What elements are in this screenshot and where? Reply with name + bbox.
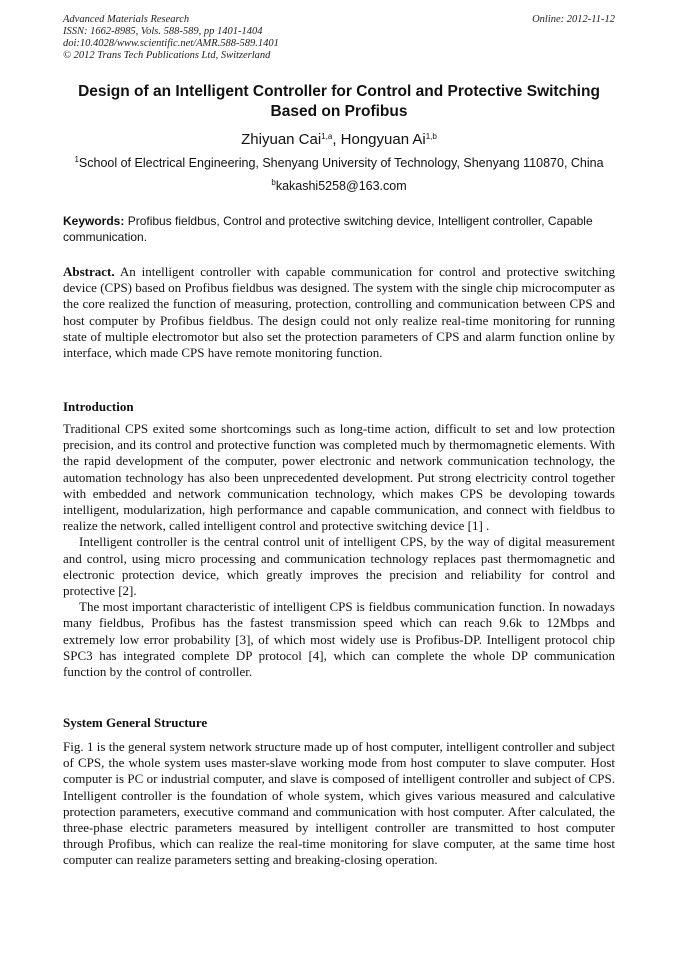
issn-line: ISSN: 1662-8985, Vols. 588-589, pp 1401-1404 bbox=[63, 26, 263, 37]
keywords-text: Profibus fieldbus, Control and protective switching device, Intelligent controller, Capable communication. bbox=[63, 214, 593, 244]
journal-name: Advanced Materials Research bbox=[63, 14, 190, 25]
email-address[interactable]: kakashi5258@163.com bbox=[275, 179, 407, 193]
author-1: Zhiyuan Cai bbox=[241, 131, 322, 148]
copyright-line: © 2012 Trans Tech Publications Ltd, Switzerland bbox=[63, 50, 271, 61]
affiliation-text: School of Electrical Engineering, Shenyang University of Technology, Shenyang 110870, China bbox=[78, 156, 604, 170]
introduction-body bbox=[63, 421, 615, 680]
system-structure-heading: System General Structure bbox=[63, 715, 208, 730]
journal-header bbox=[63, 14, 615, 62]
system-structure-body bbox=[63, 739, 615, 869]
email-mark: b bbox=[271, 178, 276, 187]
online-date: Online: 2012-11-12 bbox=[532, 14, 615, 25]
intro-paragraph-2: Intelligent controller is the central control unit of intelligent CPS, by the way of digital measurement and control, using micro processing and communication technology replaces past thermomagnetic and electronic protection device, which greatly improves the precision and reliability for control and protective [2]. bbox=[63, 534, 615, 599]
contact-email bbox=[63, 179, 615, 194]
introduction-heading: Introduction bbox=[63, 399, 134, 414]
author-2: Hongyuan Ai bbox=[340, 131, 426, 148]
keywords bbox=[63, 213, 615, 245]
abstract-text: An intelligent controller with capable communication for control and protective switching device (CPS) based on Profibus fieldbus was designed. The system with the single chip microcomputer as the core realized the function of measuring, protection, controlling and communication between CPS and host computer by Profibus fieldbus. The design could not only realize real-time monitoring for running state of multiple electromotor but also set the protection parameters of CPS and alarm function online by interface, which made CPS have remote monitoring function. bbox=[63, 264, 615, 361]
affiliation bbox=[63, 156, 615, 171]
intro-paragraph-1: Traditional CPS exited some shortcomings such as long-time action, difficult to set and low protection precision, and its control and protective function was completed much by thermomagnetic elements. With the rapid development of the computer, power electronic and network communication technology, the automation technology has also been unprecedented development. Put strong electricity control together with embedded and network communication technology, which makes CPS be devoloping towards intelligent, modularization, high performance and capable communication, and connect with fieldbus to realize the network, called intelligent control and protective switching device [1] . bbox=[63, 421, 615, 534]
author-separator: , bbox=[332, 131, 341, 148]
system-paragraph-1: Fig. 1 is the general system network structure made up of host computer, intelligent controller and subject of CPS, the whole system uses master-slave working mode from host computer to slave computer. Host computer is PC or industrial computer, and slave is composed of intelligent controller and subject of CPS. Intelligent controller is the foundation of whole system, which gives various measured and calculative protection parameters, executive command and communication with host computer. After calculated, the three-phase electric parameters measured by intelligent controller are transmitted to host computer through Profibus, which can realize the real-time monitoring for slave computer, at the same time host computer can realize parameters setting and breaking-closing operation. bbox=[63, 739, 615, 868]
title-line-1: Design of an Intelligent Controller for Control and Protective Switching bbox=[78, 83, 600, 100]
keywords-label: Keywords: bbox=[63, 214, 125, 228]
title-line-2: Based on Profibus bbox=[270, 103, 408, 120]
paper-title bbox=[63, 82, 615, 122]
intro-paragraph-3: The most important characteristic of intelligent CPS is fieldbus communication function. In nowadays many fieldbus, Profibus has the fastest transmission speed which can reach 9.6k to 12Mbps and extremely low error probability [3], of which most widely use is Profibus-DP. Intelligent protocol chip SPC3 has integrated complete DP protocol [4], which can complete the whole DP communication function by the control of controller. bbox=[63, 599, 615, 680]
abstract-label: Abstract. bbox=[63, 264, 115, 279]
author-2-affil-mark: 1,b bbox=[425, 132, 437, 141]
affiliation-mark: 1 bbox=[74, 155, 79, 164]
doi-line[interactable]: doi:10.4028/www.scientific.net/AMR.588-589.1401 bbox=[63, 38, 279, 49]
author-list bbox=[63, 131, 615, 149]
author-1-affil-mark: 1,a bbox=[321, 132, 333, 141]
abstract bbox=[63, 264, 615, 361]
